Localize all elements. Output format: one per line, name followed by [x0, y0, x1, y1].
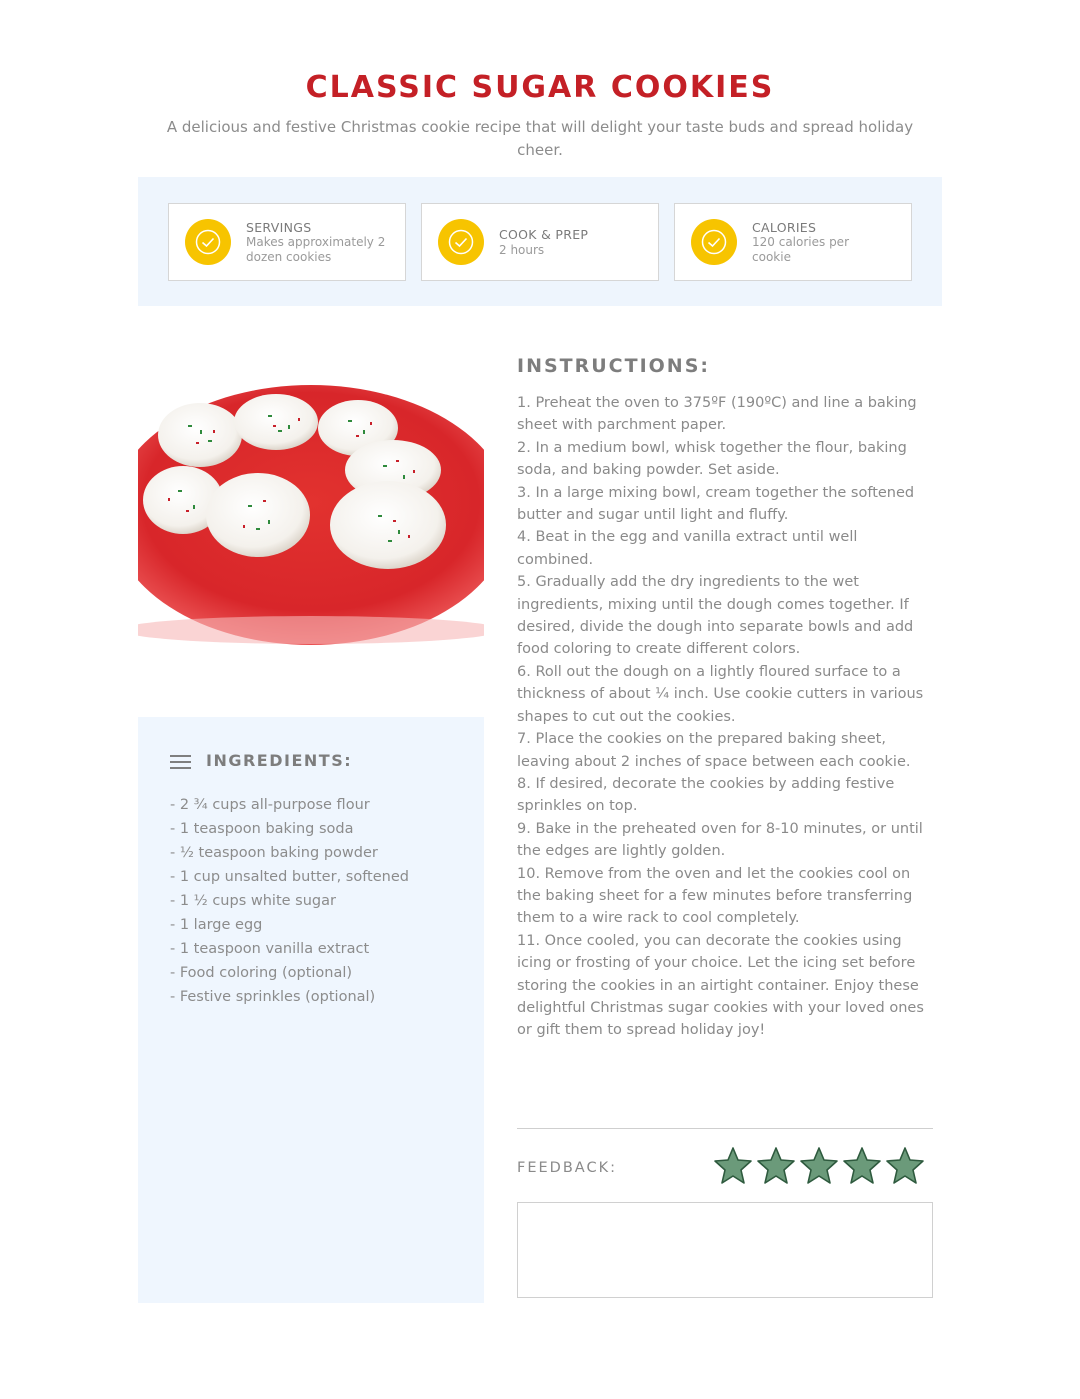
info-band: [138, 177, 942, 306]
list-item: - 1 large egg: [170, 917, 263, 933]
list-item: - 1 teaspoon vanilla extract: [170, 941, 370, 957]
star-rating[interactable]: [713, 1146, 933, 1188]
info-label: COOK & PREP: [499, 227, 589, 242]
list-item: - 1 cup unsalted butter, softened: [170, 869, 409, 885]
instruction-step: 3. In a large mixing bowl, cream together the softened butter and sugar until light and fluffy.: [517, 484, 915, 524]
feedback-label: FEEDBACK:: [517, 1160, 617, 1176]
page-subtitle: A delicious and festive Christmas cookie recipe that will delight your taste buds and spread holiday cheer.: [166, 118, 914, 159]
info-card-calories: [674, 203, 912, 281]
info-value: 2 hours: [499, 243, 545, 257]
check-circle-icon: [185, 219, 231, 265]
info-card-cook-prep: [421, 203, 659, 281]
instruction-step: 6. Roll out the dough on a lightly floured surface to a thickness of about ¼ inch. Use cookie cutters in various shapes to cut out the cookies.: [517, 663, 924, 725]
star-icon[interactable]: [799, 1146, 839, 1186]
list-item: - 2 ¾ cups all-purpose flour: [170, 797, 370, 813]
star-icon[interactable]: [842, 1146, 882, 1186]
page-title: CLASSIC SUGAR COOKIES: [305, 70, 775, 105]
list-item: - 1 ½ cups white sugar: [170, 893, 336, 909]
ingredients-list: [170, 793, 409, 1009]
list-item: - Food coloring (optional): [170, 965, 353, 981]
star-icon[interactable]: [713, 1146, 753, 1186]
cookies-photo: [138, 330, 484, 660]
instruction-step: 5. Gradually add the dry ingredients to the wet ingredients, mixing until the dough comes together. If desired, divide the dough into separate bowls and add food coloring to create different colors.: [517, 574, 914, 658]
instruction-step: 2. In a medium bowl, whisk together the flour, baking soda, and baking powder. Set aside.: [517, 439, 907, 479]
instruction-step: 9. Bake in the preheated oven for 8-10 minutes, or until the edges are lightly golden.: [517, 820, 923, 860]
menu-icon: [170, 755, 191, 769]
instruction-step: 4. Beat in the egg and vanilla extract until well combined.: [517, 529, 858, 568]
info-value: 120 calories per cookie: [752, 235, 849, 264]
instruction-step: 1. Preheat the oven to 375ºF (190ºC) and line a baking sheet with parchment paper.: [517, 395, 917, 434]
instruction-step: 7. Place the cookies on the prepared baking sheet, leaving about 2 inches of space between each cookie.: [517, 731, 911, 770]
ingredients-title: INGREDIENTS:: [206, 751, 353, 770]
instructions-list: [517, 392, 937, 1042]
ingredients-panel: [138, 717, 484, 1303]
instruction-step: 10. Remove from the oven and let the cookies cool on the baking sheet for a few minutes before transferring them to a wire rack to cool completely.: [517, 865, 913, 927]
star-icon[interactable]: [885, 1146, 925, 1186]
info-card-servings: [168, 203, 406, 281]
info-value: Makes approximately 2 dozen cookies: [246, 235, 386, 264]
info-label: CALORIES: [752, 220, 817, 235]
info-label: SERVINGS: [246, 220, 312, 235]
list-item: - ½ teaspoon baking powder: [170, 845, 378, 861]
feedback-textarea[interactable]: [517, 1202, 933, 1298]
star-icon[interactable]: [756, 1146, 796, 1186]
instructions-title: INSTRUCTIONS:: [517, 355, 710, 377]
list-item: - 1 teaspoon baking soda: [170, 821, 354, 837]
instruction-step: 8. If desired, decorate the cookies by adding festive sprinkles on top.: [517, 775, 895, 815]
instruction-step: 11. Once cooled, you can decorate the cookies using icing or frosting of your choice. Let the icing set before storing the cookies in an airtight container. Enjoy these delightful Christmas sugar cookies with your loved ones or gift them to spread holiday joy!: [517, 932, 924, 1039]
list-item: - Festive sprinkles (optional): [170, 989, 376, 1005]
check-circle-icon: [438, 219, 484, 265]
check-circle-icon: [691, 219, 737, 265]
divider: [517, 1128, 933, 1129]
